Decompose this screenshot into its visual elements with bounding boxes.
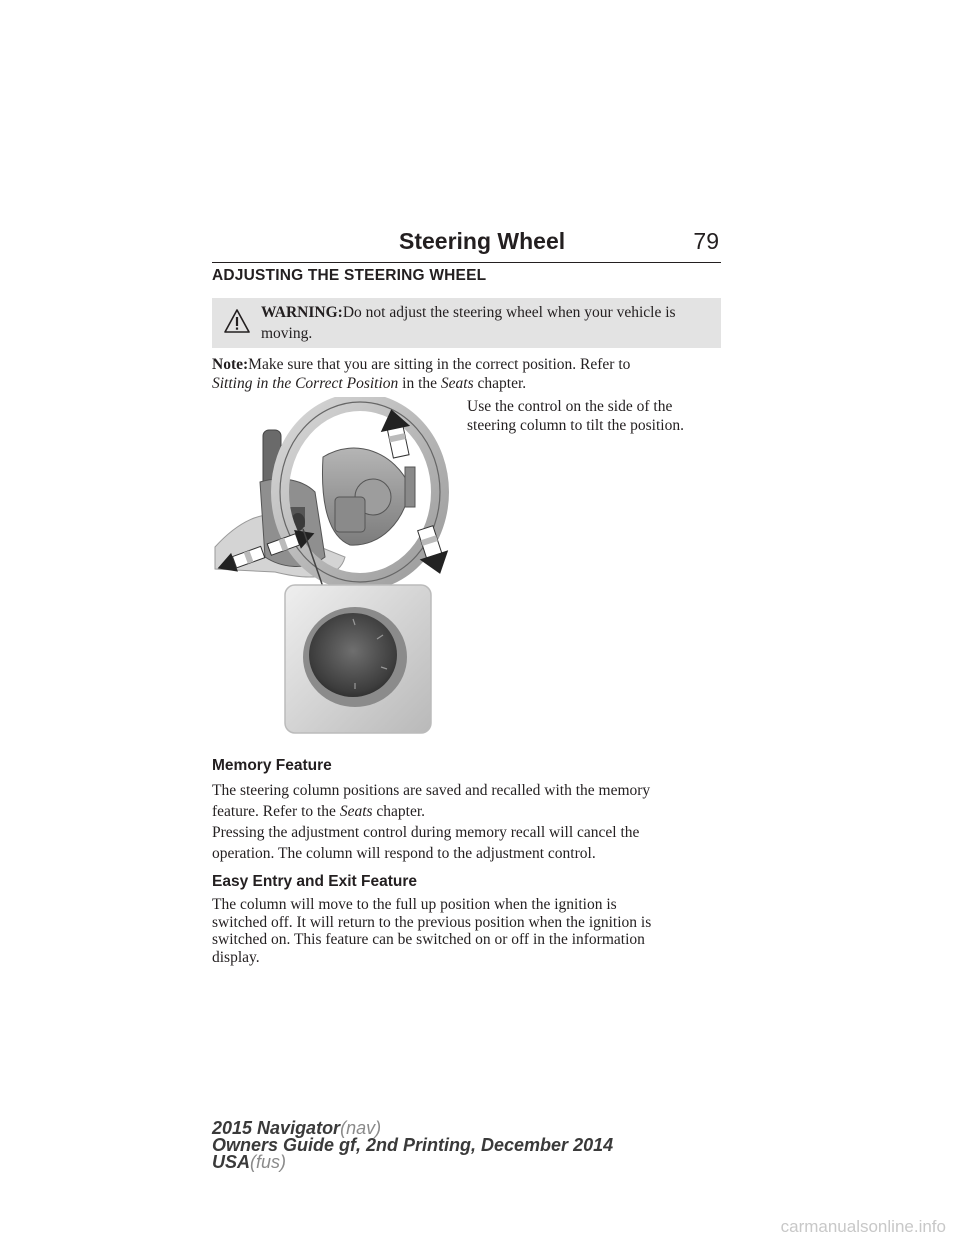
easy-entry-heading: Easy Entry and Exit Feature — [212, 873, 418, 890]
section-title: Steering Wheel — [399, 228, 566, 254]
tilt-instruction: Use the control on the side of the steering column to tilt the position. — [467, 398, 684, 434]
warning-body: Do not adjust the steering wheel when your vehicle is moving. — [261, 304, 676, 342]
memory-paragraph-2: Pressing the adjustment control during memory recall will cancel the operation. The column will respond to the adjustment control. — [212, 824, 640, 862]
section-heading: ADJUSTING THE STEERING WHEEL — [212, 267, 487, 284]
note-chapter: Seats — [440, 375, 474, 392]
warning-box — [212, 298, 721, 348]
note-paragraph: Note:Make sure that you are sitting in the correct position. Refer to Sitting in the Correct Position in the Seats chapter. — [212, 356, 631, 392]
warning-label: WARNING: — [261, 304, 343, 321]
warning-text — [261, 302, 713, 344]
page-header — [212, 228, 721, 263]
memory-heading: Memory Feature — [212, 757, 332, 774]
easy-entry-paragraph: The column will move to the full up position when the ignition is switched off. It will return to the previous position when the ignition is switched on. This feature can be switched on or off in the information display. — [212, 896, 652, 966]
note-ref: Sitting in the Correct Position — [212, 375, 399, 392]
document-footer: 2015 Navigator(nav) Owners Guide gf, 2nd Printing, December 2014 USA(fus) — [212, 1118, 614, 1172]
page-number: 79 — [693, 228, 719, 254]
memory-paragraph-1: The steering column positions are saved and recalled with the memory feature. Refer to the Seats chapter. — [212, 782, 651, 820]
watermark: carmanualsonline.info — [780, 1217, 946, 1236]
warning-triangle-icon — [224, 309, 250, 333]
steering-column-control-illustration — [205, 397, 457, 737]
note-label: Note: — [212, 356, 249, 373]
note-line1: Make sure that you are sitting in the correct position. Refer to — [248, 356, 631, 373]
